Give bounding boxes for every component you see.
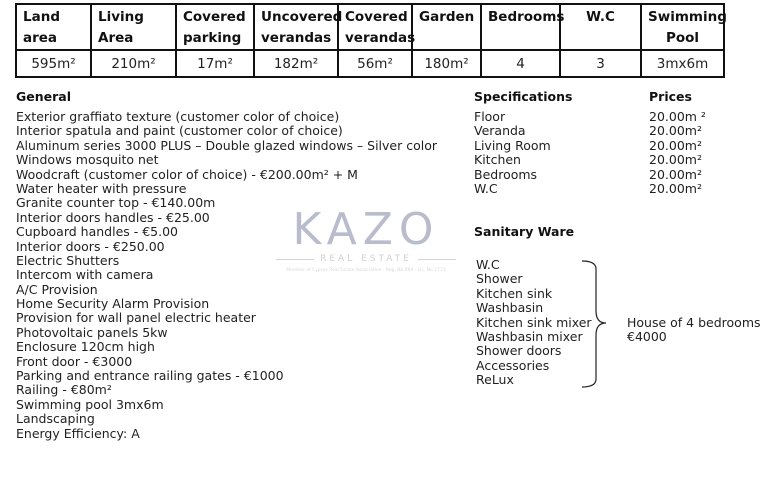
watermark-subtitle: REAL ESTATE [320,254,412,264]
watermark-fineprint: Member of Cyprus Real Estate Association · Reg. No 694 · Lic. No 2773 [286,268,446,273]
header-covered-parking: Covered parking [176,4,254,50]
general-heading: General [16,89,71,104]
spec-item-price: 20.00m² [649,123,702,139]
list-item: Interior doors - €250.00 [16,238,165,254]
value-garden: 180m² [412,50,481,77]
spec-item-name: Veranda [474,123,526,139]
list-item: Aluminum series 3000 PLUS – Double glazed windows – Silver color [16,137,438,153]
spec-item-price: 20.00m² [649,152,702,168]
sanitary-list [476,258,592,388]
spec-item-price: 20.00m² [649,166,702,182]
prices-heading: Prices [649,89,692,104]
list-item: Railing - €80m² [16,382,112,398]
table-row [16,50,724,77]
curly-brace-icon [580,259,620,389]
spec-item-name: Kitchen [474,152,521,168]
specifications-heading: Specifications [474,89,573,104]
list-item: Enclosure 120cm high [16,339,155,355]
list-item: Shower doors [476,343,562,359]
list-item: Water heater with pressure [16,180,187,196]
list-item: Interior spatula and paint (customer color of choice) [16,123,343,139]
list-item: Interior doors handles - €25.00 [16,209,210,225]
value-covered-parking: 17m² [176,50,254,77]
list-item: Photovoltaic panels 5kw [16,324,168,340]
spec-item-name: Floor [474,109,506,124]
spec-item-price: 20.00m² [649,137,702,153]
value-swimming-pool: 3mx6m [641,50,724,77]
list-item: Accessories [476,357,550,373]
spec-item-price: 20.00m ² [649,109,706,124]
list-item: Granite counter top - €140.00m [16,195,216,211]
package-price: €4000 [627,329,667,345]
spec-item-name: Bedrooms [474,166,538,182]
header-land-area: Land area [16,4,91,50]
list-item: Cupboard handles - €5.00 [16,224,179,240]
header-covered-verandas: Covered verandas [338,4,412,50]
general-list [16,110,437,441]
list-item: Kitchen sink mixer [476,314,592,330]
header-swimming-pool: Swimming Pool [641,4,724,50]
list-item: ReLux [476,372,514,388]
list-item: Swimming pool 3mx6m [16,396,164,412]
list-item: W.C [476,257,500,272]
list-item: Home Security Alarm Provision [16,296,210,312]
prices-list [649,110,706,196]
header-living-area: Living Area [91,4,176,50]
header-uncovered-verandas: Uncovered verandas [254,4,338,50]
value-covered-verandas: 56m² [338,50,412,77]
list-item: Windows mosquito net [16,152,159,168]
list-item: Provision for wall panel electric heater [16,310,256,326]
value-wc: 3 [560,50,641,77]
list-item: Parking and entrance railing gates - €1000 [16,368,284,384]
value-bedrooms: 4 [481,50,560,77]
list-item: Energy Efficiency: A [16,425,140,441]
spec-item-price: 20.00m² [649,180,702,196]
list-item: Shower [476,271,523,287]
sanitary-heading: Sanitary Ware [474,224,575,239]
list-item: Electric Shutters [16,252,120,268]
list-item: A/C Provision [16,281,98,297]
list-item: Front door - €3000 [16,353,133,369]
list-item: Washbasin [476,300,544,316]
property-summary-table [15,3,725,78]
list-item: Woodcraft (customer color of choice) - €200.00m² + M [16,166,358,182]
header-garden: Garden [412,4,481,50]
list-item: Washbasin mixer [476,328,583,344]
header-bedrooms: Bedrooms [481,4,560,50]
list-item: Exterior graffiato texture (customer color of choice) [16,109,340,124]
value-land-area: 595m² [16,50,91,77]
package-description: House of 4 bedrooms [627,315,761,330]
header-wc: W.C [560,4,641,50]
list-item: Landscaping [16,411,95,427]
sanitary-package-note [627,316,761,345]
value-living-area: 210m² [91,50,176,77]
spec-item-name: W.C [474,180,498,196]
list-item: Kitchen sink [476,285,553,301]
list-item: Intercom with camera [16,267,154,283]
table-header-row [16,4,724,50]
spec-item-name: Living Room [474,137,551,153]
value-uncovered-verandas: 182m² [254,50,338,77]
kazo-logo: KAZO [292,204,440,255]
specifications-list [474,110,551,196]
